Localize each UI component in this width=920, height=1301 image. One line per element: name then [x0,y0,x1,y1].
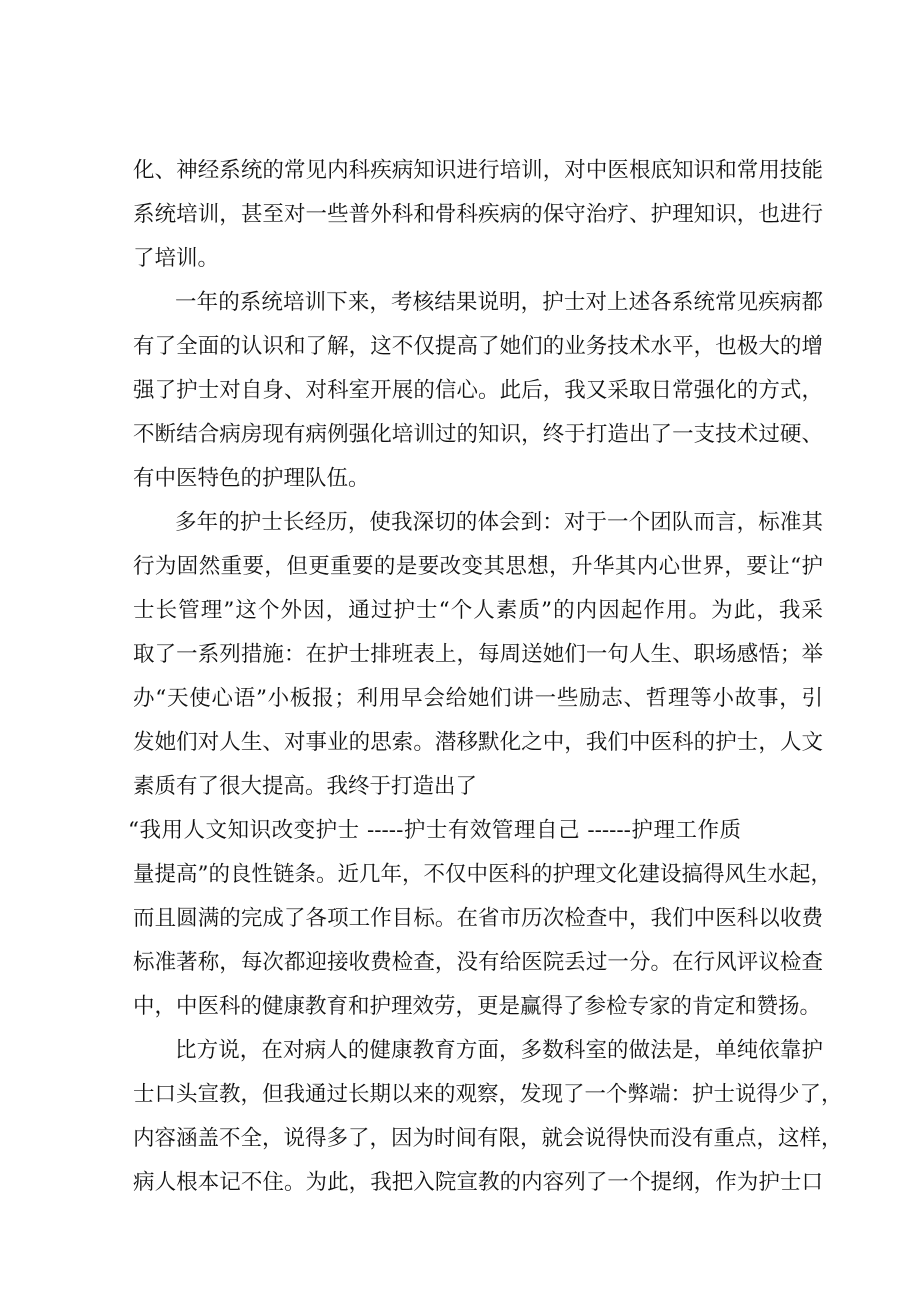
text-line: 化、神经系统的常见内科疾病知识进行培训，对中医根底知识和常用技能 [133,158,823,183]
text-line: 有中医特色的护理队伍。 [133,466,370,491]
text-line: 病人根本记不住。为此，我把入院宣教的内容列了一个提纲，作为护士口 [133,1170,823,1195]
text-line: 而且圆满的完成了各项工作目标。在省市历次检查中，我们中医科以收费 [133,906,823,931]
text-line: 一年的系统培训下来，考核结果说明，护士对上述各系统常见疾病都 [175,290,823,315]
text-line: 士口头宣教，但我通过长期以来的观察，发现了一个弊端：护士说得少了， [133,1082,843,1107]
text-line: 办“天使心语”小板报；利用早会给她们讲一些励志、哲理等小故事，引 [133,686,823,711]
text-line: 内容涵盖不全，说得多了，因为时间有限，就会说得快而没有重点，这样， [133,1126,843,1151]
text-line: 士长管理”这个外因，通过护士“个人素质”的内因起作用。为此，我采 [133,598,823,623]
text-line: 中，中医科的健康教育和护理效劳，更是赢得了参检专家的肯定和赞扬。 [133,994,822,1019]
text-line: 系统培训，甚至对一些普外科和骨科疾病的保守治疗、护理知识，也进行 [133,202,823,227]
text-line: 量提高”的良性链条。近几年，不仅中医科的护理文化建设搞得风生水起， [133,862,832,887]
text-line: 了培训。 [133,246,220,271]
text-line: “我用人文知识改变护士 -----护士有效管理自己 ------护理工作质 [128,818,741,843]
text-line: 行为固然重要，但更重要的是要改变其思想，升华其内心世界，要让“护 [133,554,823,579]
text-line: 取了一系列措施：在护士排班表上，每周送她们一句人生、职场感悟；举 [133,642,823,667]
text-line: 有了全面的认识和了解，这不仅提高了她们的业务技术水平，也极大的增 [133,334,823,359]
text-line: 强了护士对自身、对科室开展的信心。此后，我又采取日常强化的方式， [133,378,823,403]
text-line: 素质有了很大提高。我终于打造出了 [133,774,478,799]
text-line: 多年的护士长经历，使我深切的体会到：对于一个团队而言，标准其 [175,510,823,535]
text-line: 比方说，在对病人的健康教育方面，多数科室的做法是，单纯依靠护 [175,1038,823,1063]
text-line: 不断结合病房现有病例强化培训过的知识，终于打造出了一支技术过硬、 [133,422,823,447]
text-line: 发她们对人生、对事业的思索。潜移默化之中，我们中医科的护士，人文 [133,730,823,755]
text-line: 标准著称，每次都迎接收费检查，没有给医院丢过一分。在行风评议检查 [133,950,823,975]
